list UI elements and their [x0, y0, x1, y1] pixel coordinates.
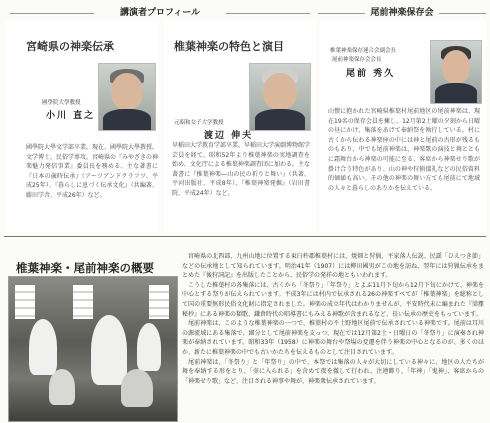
- speaker2-bio: 早稲田大学教育学部卒業。早稲田大学演劇博物館学芸員を経て、昭和52年より椎葉神楽の実地調査を始め、文化庁による椎葉神楽調査団に加わる。主な著書に『椎葉神楽―山の民の祈りと舞い』（共著、平河出版社、平成8年）、『椎葉神楽発掘』（岩田書院、平成24年）など。: [172, 142, 310, 197]
- preservation-name: 尾前 秀久: [346, 69, 396, 79]
- header-speaker-profile: 講演者プロフィール: [10, 6, 310, 20]
- speaker1-bio: 國學院大學文学部卒業。現在、國學院大學教授。文学博士。民俗学専攻。宮崎県の『みやざきの神楽魅力発信事業』委員長を務める。主な著書に『日本の歳時伝承』（アーツアンドクラフツ、平成25年）、『暮らしに息づく伝承文化』（共編著、藤田学舎、平成26年）など。: [26, 144, 158, 199]
- preservation-role2: 尾前神楽保存会会長: [332, 57, 382, 63]
- kagura-photo: [8, 276, 178, 422]
- preservation-text: 山懐に抱かれた宮崎県椎葉村尾前地区の尾前神楽は、現在19名の保存会員を擁し、12月第2土曜の夕刻から日曜の昼にかけ、集落をあげて奉納祭を執行している。村に古くから伝わる神楽座の中には神と尾前の古形が残るものもあり、中でも尾前神楽は、神楽歌の演技と舞とともに霜舞台から神楽の可能に至る、客席から神楽せり歌が掛け合う特色があり、山の神や狩猟儀礼などの民俗資料的価値も高い。その他の神楽の舞い方ても尾前にて地域の人々と暮らしのありかを伝えている。: [328, 108, 480, 192]
- speaker1-title: 宮崎県の神楽伝承: [26, 40, 114, 53]
- speaker1-section: [6, 20, 159, 232]
- speaker2-name: 渡辺 伸夫: [204, 131, 254, 141]
- overview-title: 椎葉神楽・尾前神楽の概要: [16, 261, 154, 275]
- overview-text: [182, 252, 484, 422]
- preservation-section: [320, 20, 486, 232]
- speaker1-name: 小川 直之: [46, 111, 96, 121]
- overview-paragraph: 尾前神楽は、「冬祭り」と「年祭り」の中で、本祭では集落の人々が大切にしている神々に、地区の人たちが舞を奉納する形をとり、「壺に入られる」を含めて夜を徹して行われ、注連飾り、「年神」「鬼神」、客席からの「神楽せり歌」など、注目される神事や舞が、神楽衆伝承されています。: [182, 358, 484, 385]
- speaker2-title: 椎葉神楽の特色と演目: [174, 40, 284, 53]
- speaker1-role: 國學院大學教授: [42, 100, 81, 106]
- overview-paragraph: 尾前神楽は、このような椎葉神楽の一つで、椎葉村の不土野地区尾前で伝承されている神楽です。尾前は耳川の源流域にある集落で、細分として尾前神楽を支っつ、現在では12月第2土・日曜日の「冬祭り」に演奏され神楽が奉納されています。昭和33年（1958）に神楽の舞台や祭場の変遷を伴う神楽の中心となるのが、多くのほか、新たに椎葉神楽の中でも古いかたちを伝えるものとして注目されています。: [182, 320, 484, 356]
- speaker2-section: [164, 20, 316, 232]
- speaker1-photo: [98, 63, 156, 131]
- speaker2-role: 元昭和女子大学教授: [174, 120, 224, 126]
- preservation-role1: 椎葉神楽保存連合会副会長: [330, 48, 397, 54]
- overview-paragraph: 宮崎県の北西部、九州山地に位置する東臼杵郡椎葉村には、焼畑と狩猟、平家落人伝説、民謡「ひえつき節」などの伝承地として知られています。明治41年（1907）には柳田國男がこの地を訪ね、翌年には狩猟伝承をまとめた『後狩詞記』を出版したことから、民俗学の発祥の地ともいわれます。: [182, 253, 484, 280]
- header-preservation-society: 尾前神楽保存会: [318, 6, 486, 20]
- preservation-photo: [430, 40, 482, 104]
- speaker2-photo: [249, 63, 311, 131]
- overview-paragraph: こうした椎葉村の各集落には、古くから「冬祭り」「年祭り」とよぶ11月下旬から12月下旬にかけて、神楽を中心とする祭りが伝えられています。平成3年には村内で伝承される26の神楽すべてが「椎葉神楽」を総称として国の重要無形民俗文化財に指定されました。神楽の成立年代はわかりませんが、平安時代末に編まれた『梁塵秘抄』にある神楽の類歌、鎌倉時代の唱導書にもみえる神歌が含まれるなど、長い伝承の歴史をもっています。: [182, 281, 484, 318]
- section-divider: [4, 236, 486, 237]
